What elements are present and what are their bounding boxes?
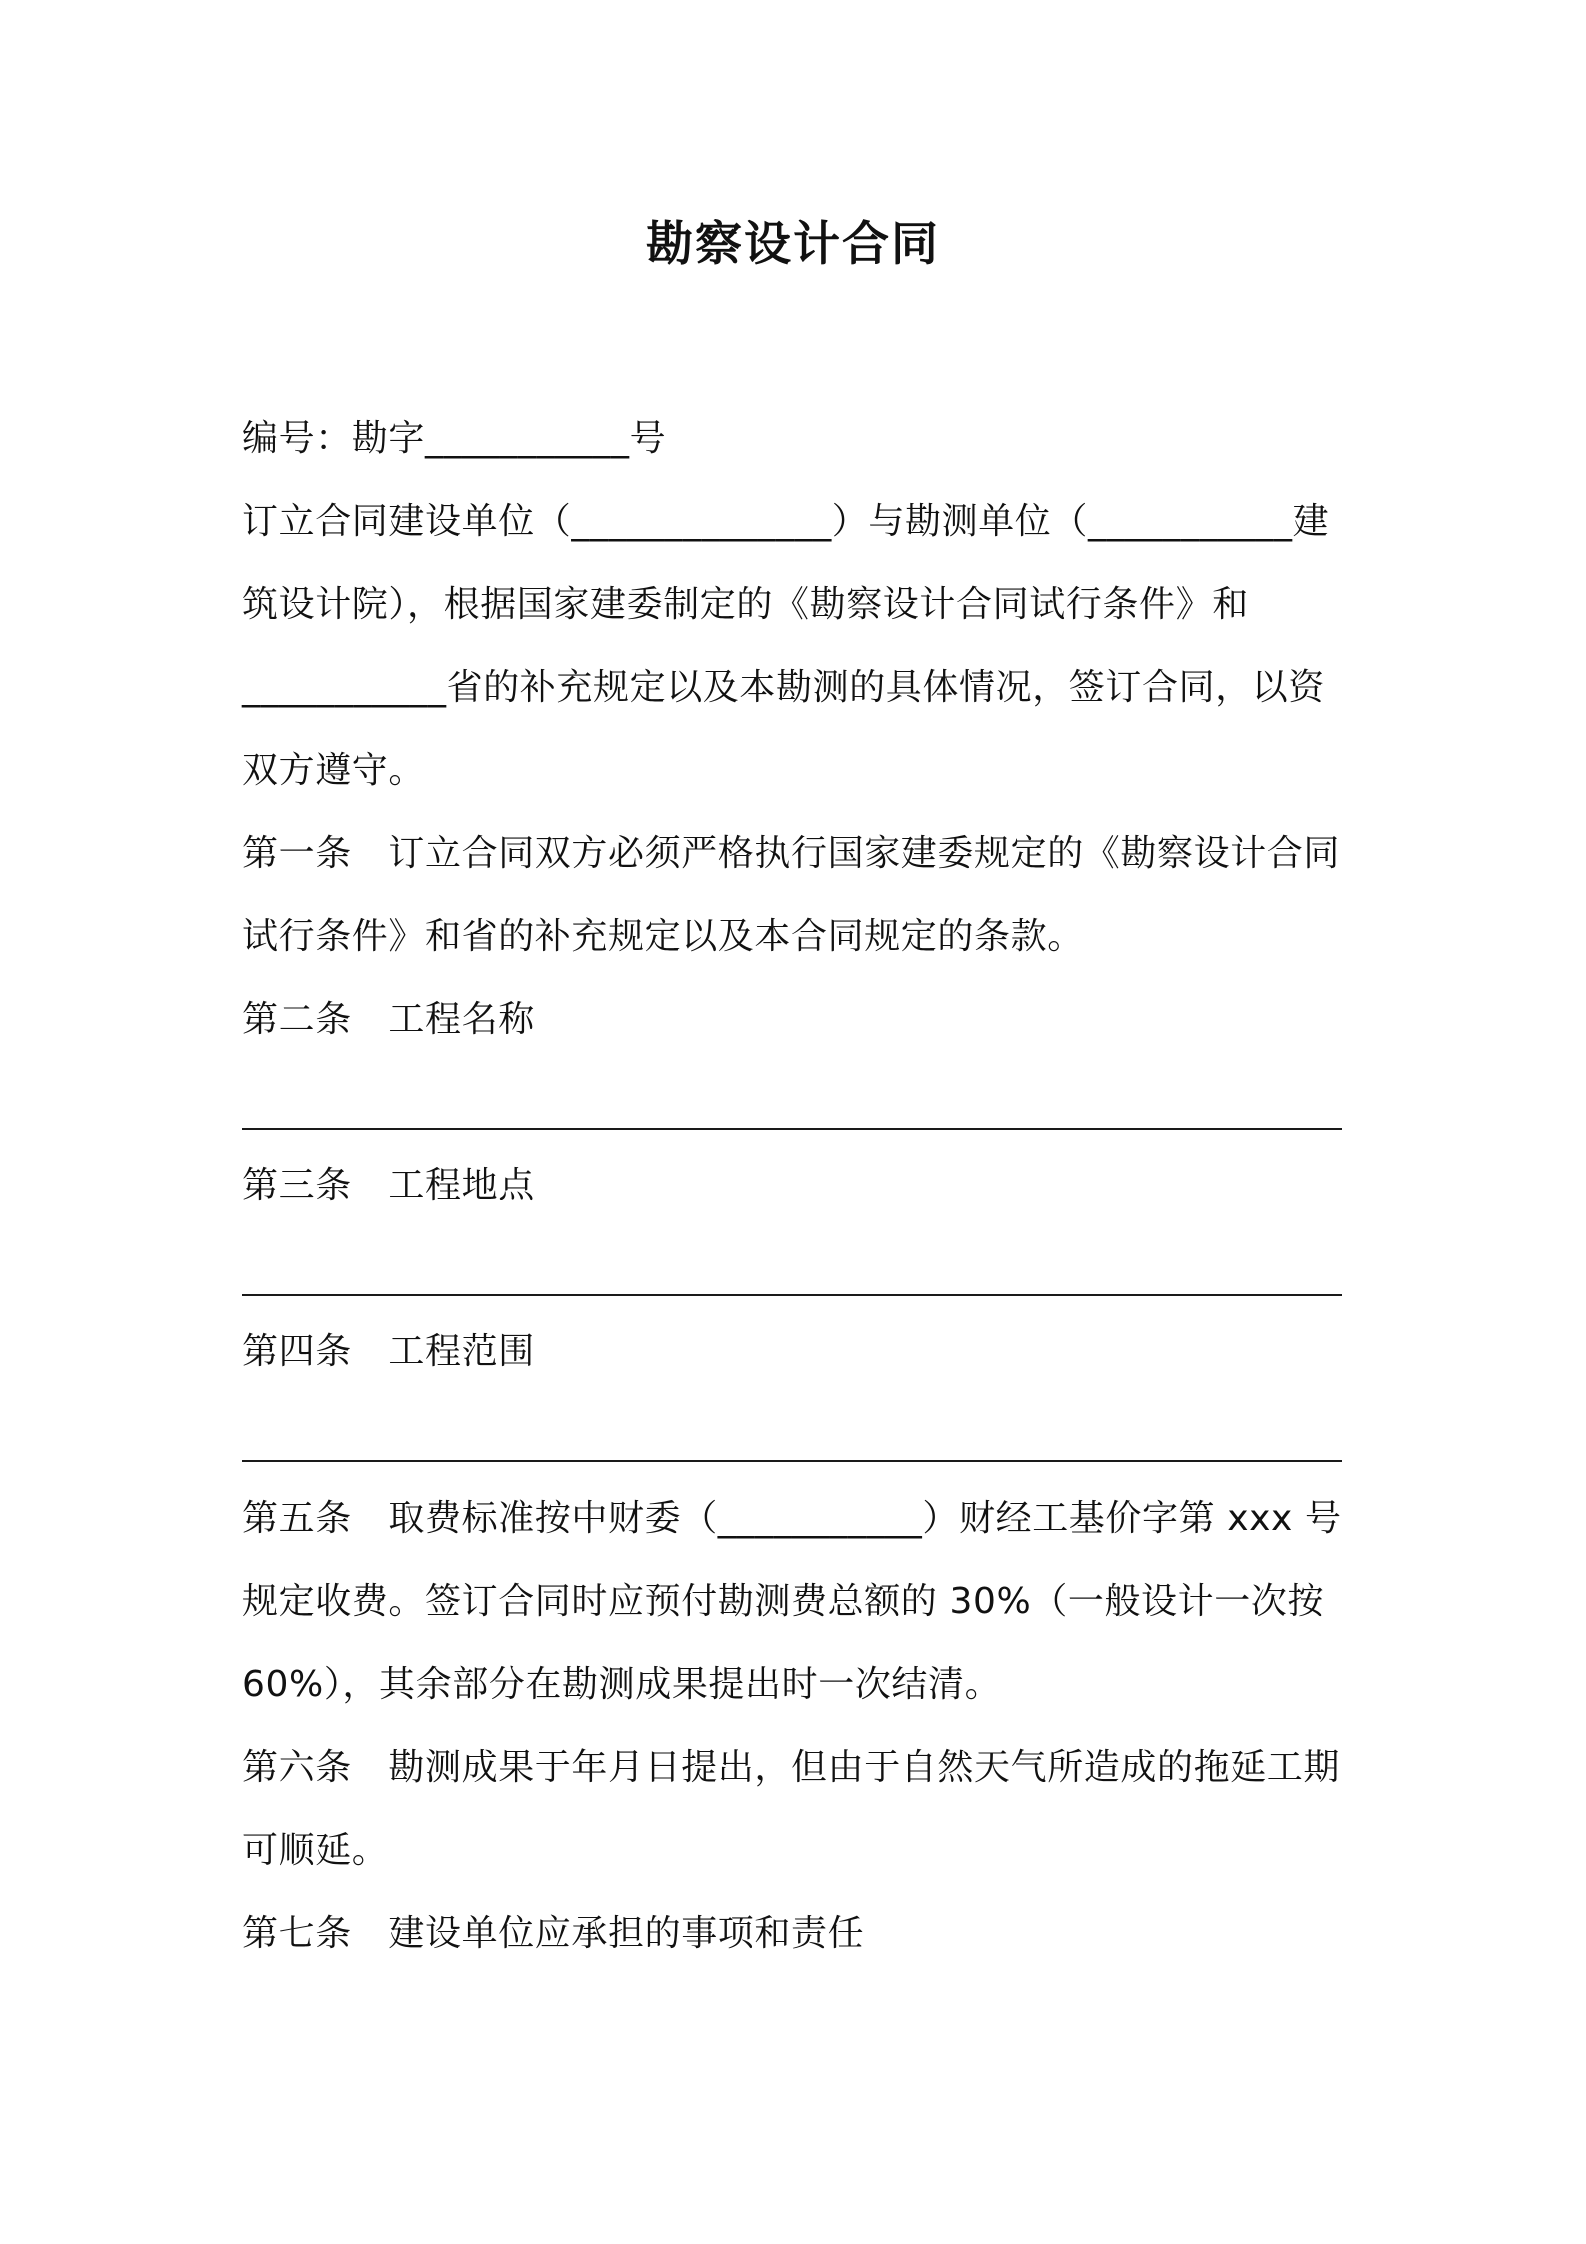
article-5-line-2: 规定收费。签订合同时应预付勘测费总额的 30%（一般设计一次按 — [242, 1581, 1325, 1622]
article-7-heading: 第七条 建设单位应承担的事项和责任 — [242, 1913, 865, 1954]
article-3-heading: 第三条 工程地点 — [242, 1165, 535, 1206]
article-2-heading: 第二条 工程名称 — [242, 999, 535, 1040]
project-name-blank-line — [242, 1128, 1342, 1130]
preamble-line-2: 筑设计院），根据国家建委制定的《勘察设计合同试行条件》和 — [242, 584, 1249, 625]
project-location-blank-line — [242, 1294, 1342, 1296]
preamble-line-4: 双方遵守。 — [242, 750, 426, 791]
article-1-line-1: 第一条 订立合同双方必须严格执行国家建委规定的《勘察设计合同 — [242, 833, 1341, 874]
article-1-line-2: 试行条件》和省的补充规定以及本合同规定的条款。 — [242, 916, 1084, 957]
article-4-heading: 第四条 工程范围 — [242, 1331, 535, 1372]
article-5-line-3: 60%），其余部分在勘测成果提出时一次结清。 — [242, 1664, 1002, 1705]
contract-number-line: 编号：勘字___________号 — [242, 418, 667, 459]
preamble-line-3: ___________省的补充规定以及本勘测的具体情况，签订合同，以资 — [242, 667, 1325, 708]
preamble-line-1: 订立合同建设单位（______________）与勘测单位（___________建 — [242, 501, 1330, 542]
article-6-line-1: 第六条 勘测成果于年月日提出，但由于自然天气所造成的拖延工期 — [242, 1747, 1341, 1788]
document-title: 勘察设计合同 — [646, 217, 940, 272]
article-6-line-2: 可顺延。 — [242, 1830, 389, 1871]
project-scope-blank-line — [242, 1460, 1342, 1462]
article-5-line-1: 第五条 取费标准按中财委（___________）财经工基价字第 xxx 号 — [242, 1498, 1342, 1539]
